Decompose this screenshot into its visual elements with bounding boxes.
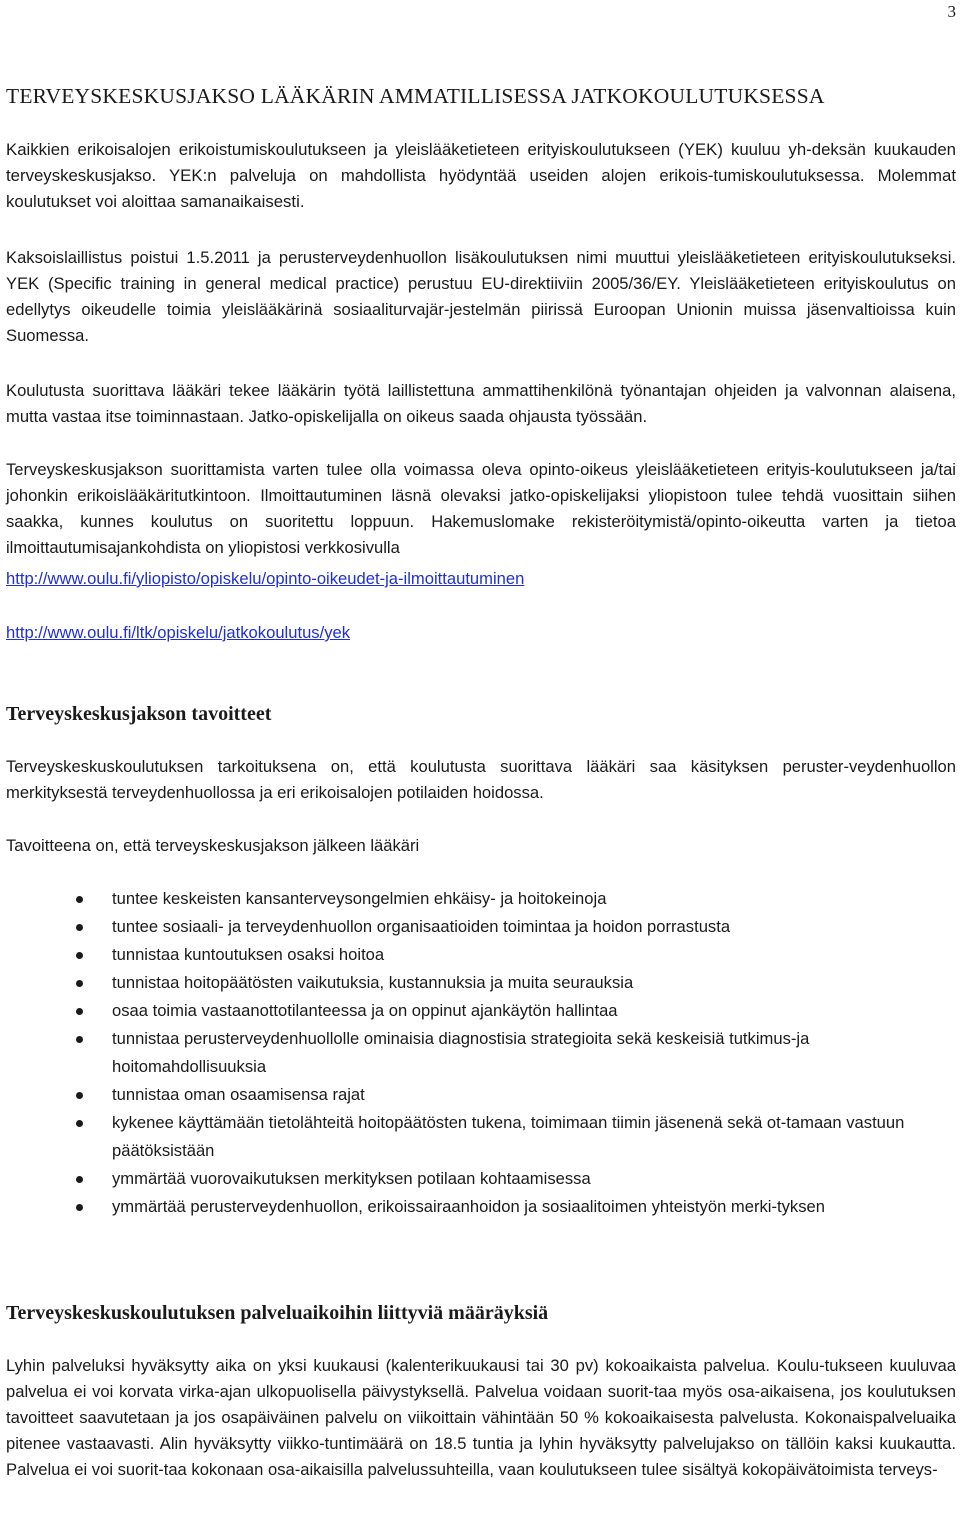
list-item: tuntee sosiaali- ja terveydenhuollon organisaatioiden toimintaa ja hoidon porrastusta: [6, 913, 948, 941]
list-item: ymmärtää vuorovaikutuksen merkityksen potilaan kohtaamisessa: [6, 1165, 948, 1193]
intro-paragraph-2: Kaksoislaillistus poistui 1.5.2011 ja perusterveydenhuollon lisäkoulutuksen nimi muuttui yleislääketieteen erityiskoulutukseksi. YEK (Specific training in general medical practice) perustuu EU-direktiiviin 2005/36/EY. Yleislääketieteen erityiskoulutus on edellytys oikeudelle toimia yleislääkärinä sosiaaliturvajär-jestelmän piirissä Euroopan Unionin muissa jäsenvaltioissa kuin Suomessa.: [6, 248, 956, 345]
intro-paragraph-4: Terveyskeskusjakson suorittamista varten tulee olla voimassa oleva opinto-oikeus yleislääketieteen erityis-koulutukseen ja/tai johonkin erikoislääkäritutkintoon. Ilmoittautuminen läsnä olevaksi jatko-opiskelijaksi yliopistoon tulee tehdä vuosittain siihen saakka, kunnes koulutus on suoritettu loppuun. Hakemuslomake rekisteröitymistä/opinto-oikeutta varten ja tietoa ilmoittautumisajankohdista on yliopistosi verkkosivulla: [6, 460, 956, 557]
link-opinto-oikeudet[interactable]: http://www.oulu.fi/yliopisto/opiskelu/opinto-oikeudet-ja-ilmoittautuminen: [6, 569, 525, 588]
list-item: kykenee käyttämään tietolähteitä hoitopäätösten tukena, toimimaan tiimin jäsenenä sekä ot-tamaan vastuun päätöksistään: [6, 1109, 948, 1165]
link-yek[interactable]: http://www.oulu.fi/ltk/opiskelu/jatkokoulutus/yek: [6, 623, 351, 642]
bullet-icon: [76, 1036, 83, 1043]
page-title: TERVEYSKESKUSJAKSO LÄÄKÄRIN AMMATILLISESSA JATKOKOULUTUKSESSA: [6, 84, 825, 108]
list-item: tunnistaa kuntoutuksen osaksi hoitoa: [6, 941, 948, 969]
list-item: tuntee keskeisten kansanterveysongelmien ehkäisy- ja hoitokeinoja: [6, 885, 948, 913]
bullet-icon: [76, 1120, 83, 1127]
bullet-icon: [76, 980, 83, 987]
section-heading-service: Terveyskeskuskoulutuksen palveluaikoihin liittyviä määräyksiä: [6, 1302, 549, 1324]
list-item: ymmärtää perusterveydenhuollon, erikoissairaanhoidon ja sosiaalitoimen yhteistyön merki-tyksen: [6, 1193, 948, 1221]
list-item: tunnistaa perusterveydenhuollolle ominaisia diagnostisia strategioita sekä keskeisiä tutkimus-ja hoitomahdollisuuksia: [6, 1025, 948, 1081]
bullet-icon: [76, 952, 83, 959]
bullet-icon: [76, 1204, 83, 1211]
bullet-icon: [76, 1176, 83, 1183]
intro-paragraph-1: Kaikkien erikoisalojen erikoistumiskoulutukseen ja yleislääketieteen erityiskoulutukseen (YEK) kuuluu yh-deksän kuukauden terveyskeskusjakso. YEK:n palveluja on mahdollista hyödyntää useiden alojen erikois-tumiskoulutuksessa. Molemmat koulutukset voi aloittaa samanaikaisesti.: [6, 140, 956, 211]
intro-paragraph-3: Koulutusta suorittava lääkäri tekee lääkärin työtä laillistettuna ammattihenkilönä työnantajan ohjeiden ja valvonnan alaisena, mutta vastaa itse toiminnastaan. Jatko-opiskelijalla on oikeus saada ohjausta työssään.: [6, 381, 956, 426]
bullet-icon: [76, 1008, 83, 1015]
list-item: osaa toimia vastaanottotilanteessa ja on oppinut ajankäytön hallintaa: [6, 997, 948, 1025]
goals-list: [6, 885, 956, 1221]
bullet-icon: [76, 896, 83, 903]
section-heading-goals: Terveyskeskusjakson tavoitteet: [6, 703, 272, 725]
service-paragraph-1: Lyhin palveluksi hyväksytty aika on yksi kuukausi (kalenterikuukausi tai 30 pv) kokoaikaista palvelua. Koulu-tukseen kuuluvaa palvelua ei voi korvata virka-ajan ulkopuolisella päivystyksellä. Palvelua voidaan suorit-taa myös osa-aikaisena, jos koulutuksen tavoitteet saavutetaan ja jos osapäiväinen palvelu on viikoittain vähintään 50 % kokoaikaisesta palvelusta. Kokonaispalveluaika pitenee vastaavasti. Alin hyväksytty viikko-tuntimäärä on 18.5 tuntia ja lyhin hyväksytty palvelujakso on tällöin kaksi kuukautta. Palvelua ei voi suorit-taa kokonaan osa-aikaisilla palvelussuhteilla, vaan koulutukseen tulee sisältyä kokopäivätoimista terveys-: [6, 1356, 956, 1479]
list-item: tunnistaa hoitopäätösten vaikutuksia, kustannuksia ja muita seurauksia: [6, 969, 948, 997]
goals-paragraph-2: Tavoitteena on, että terveyskeskusjakson jälkeen lääkäri: [6, 836, 420, 855]
bullet-icon: [76, 1092, 83, 1099]
link-opinto-oikeudet-row: [6, 566, 524, 592]
goals-paragraph-1: Terveyskeskuskoulutuksen tarkoituksena on, että koulutusta suorittava lääkäri saa käsityksen peruster-veydenhuollon merkityksestä terveydenhuollossa ja eri erikoisalojen potilaiden hoidossa.: [6, 757, 956, 802]
link-yek-row: [6, 620, 350, 646]
list-item: tunnistaa oman osaamisensa rajat: [6, 1081, 948, 1109]
bullet-icon: [76, 924, 83, 931]
page-number: 3: [947, 2, 956, 21]
